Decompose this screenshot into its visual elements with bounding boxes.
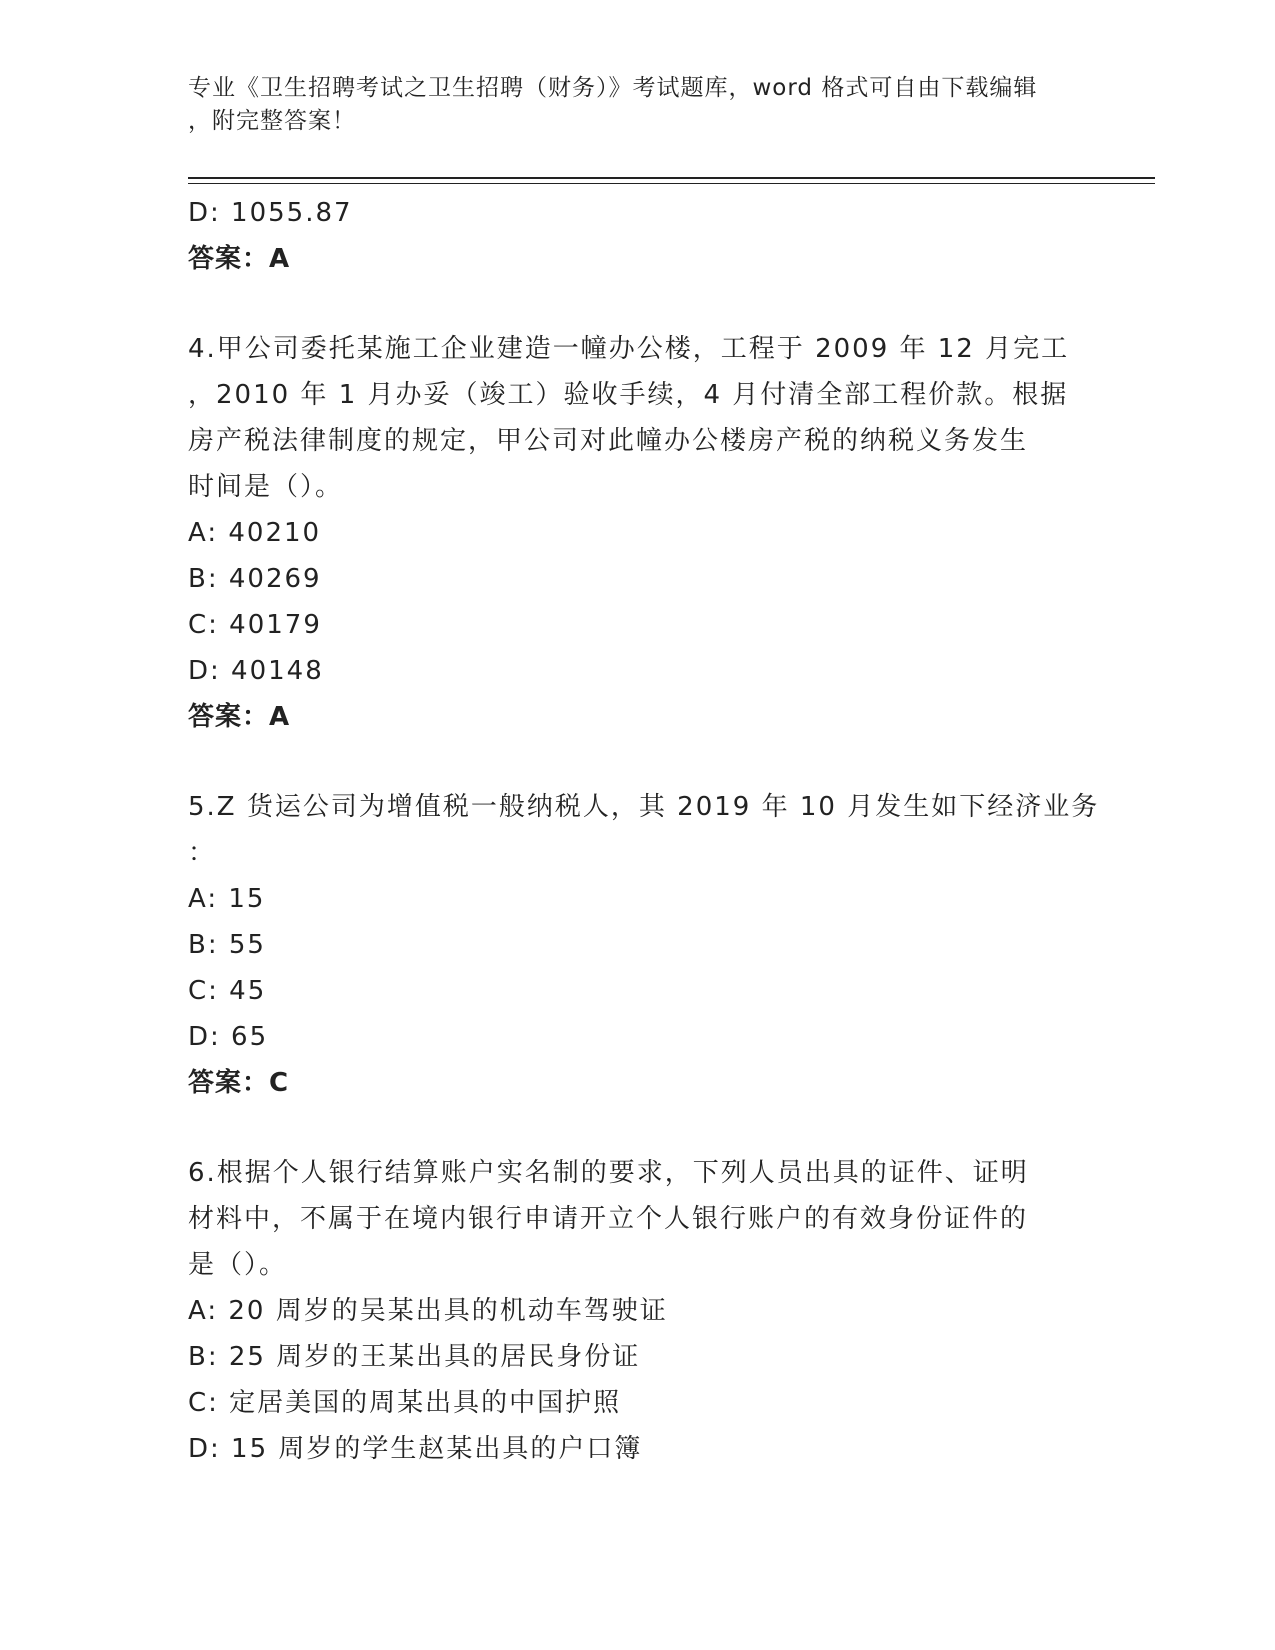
- option-d: D: 1055.87: [188, 198, 353, 228]
- option-c: C: 45: [188, 976, 267, 1006]
- answer: 答案：A: [188, 244, 291, 274]
- option-b: B: 25 周岁的王某出具的居民身份证: [188, 1342, 641, 1372]
- question-5: [188, 784, 1100, 1106]
- option-a: A: 20 周岁的吴某出具的机动车驾驶证: [188, 1296, 668, 1326]
- option-b: B: 40269: [188, 564, 322, 594]
- document-header: [188, 72, 1078, 138]
- option-c: C: 定居美国的周某出具的中国护照: [188, 1388, 622, 1418]
- question-stem-line: ，2010 年 1 月办妥（竣工）验收手续，4 月付清全部工程价款。根据: [188, 380, 1069, 410]
- option-b: B: 55: [188, 930, 266, 960]
- question-stem-line: 6.根据个人银行结算账户实名制的要求，下列人员出具的证件、证明: [188, 1158, 1029, 1188]
- option-a: A: 40210: [188, 518, 322, 548]
- question-stem-line: 房产税法律制度的规定，甲公司对此幢办公楼房产税的纳税义务发生: [188, 426, 1029, 456]
- question-stem-line: 5.Z 货运公司为增值税一般纳税人，其 2019 年 10 月发生如下经济业务: [188, 792, 1100, 822]
- question-3: [188, 190, 1088, 282]
- question-stem-line: ：: [188, 838, 217, 868]
- spacer: [188, 740, 1088, 784]
- option-d: D: 40148: [188, 656, 324, 686]
- spacer: [188, 1106, 1088, 1150]
- spacer: [188, 282, 1088, 326]
- header-divider-thin: [188, 183, 1155, 184]
- option-d: D: 65: [188, 1022, 269, 1052]
- option-c: C: 40179: [188, 610, 322, 640]
- question-stem-line: 材料中，不属于在境内银行申请开立个人银行账户的有效身份证件的: [188, 1204, 1029, 1234]
- header-line-1: 专业《卫生招聘考试之卫生招聘（财务）》考试题库，word 格式可自由下载编辑: [188, 75, 1038, 101]
- question-stem-line: 时间是（）。: [188, 472, 344, 502]
- question-6: [188, 1150, 1088, 1472]
- question-list: [188, 190, 1100, 1472]
- option-a: A: 15: [188, 884, 266, 914]
- answer: 答案：C: [188, 1068, 290, 1098]
- question-4: [188, 326, 1088, 740]
- answer: 答案：A: [188, 702, 291, 732]
- question-stem-line: 4.甲公司委托某施工企业建造一幢办公楼，工程于 2009 年 12 月完工: [188, 334, 1070, 364]
- option-d: D: 15 周岁的学生赵某出具的户口簿: [188, 1434, 643, 1464]
- question-stem-line: 是（）。: [188, 1250, 288, 1280]
- header-line-2: ，附完整答案！: [188, 108, 356, 134]
- header-divider-thick: [188, 177, 1155, 179]
